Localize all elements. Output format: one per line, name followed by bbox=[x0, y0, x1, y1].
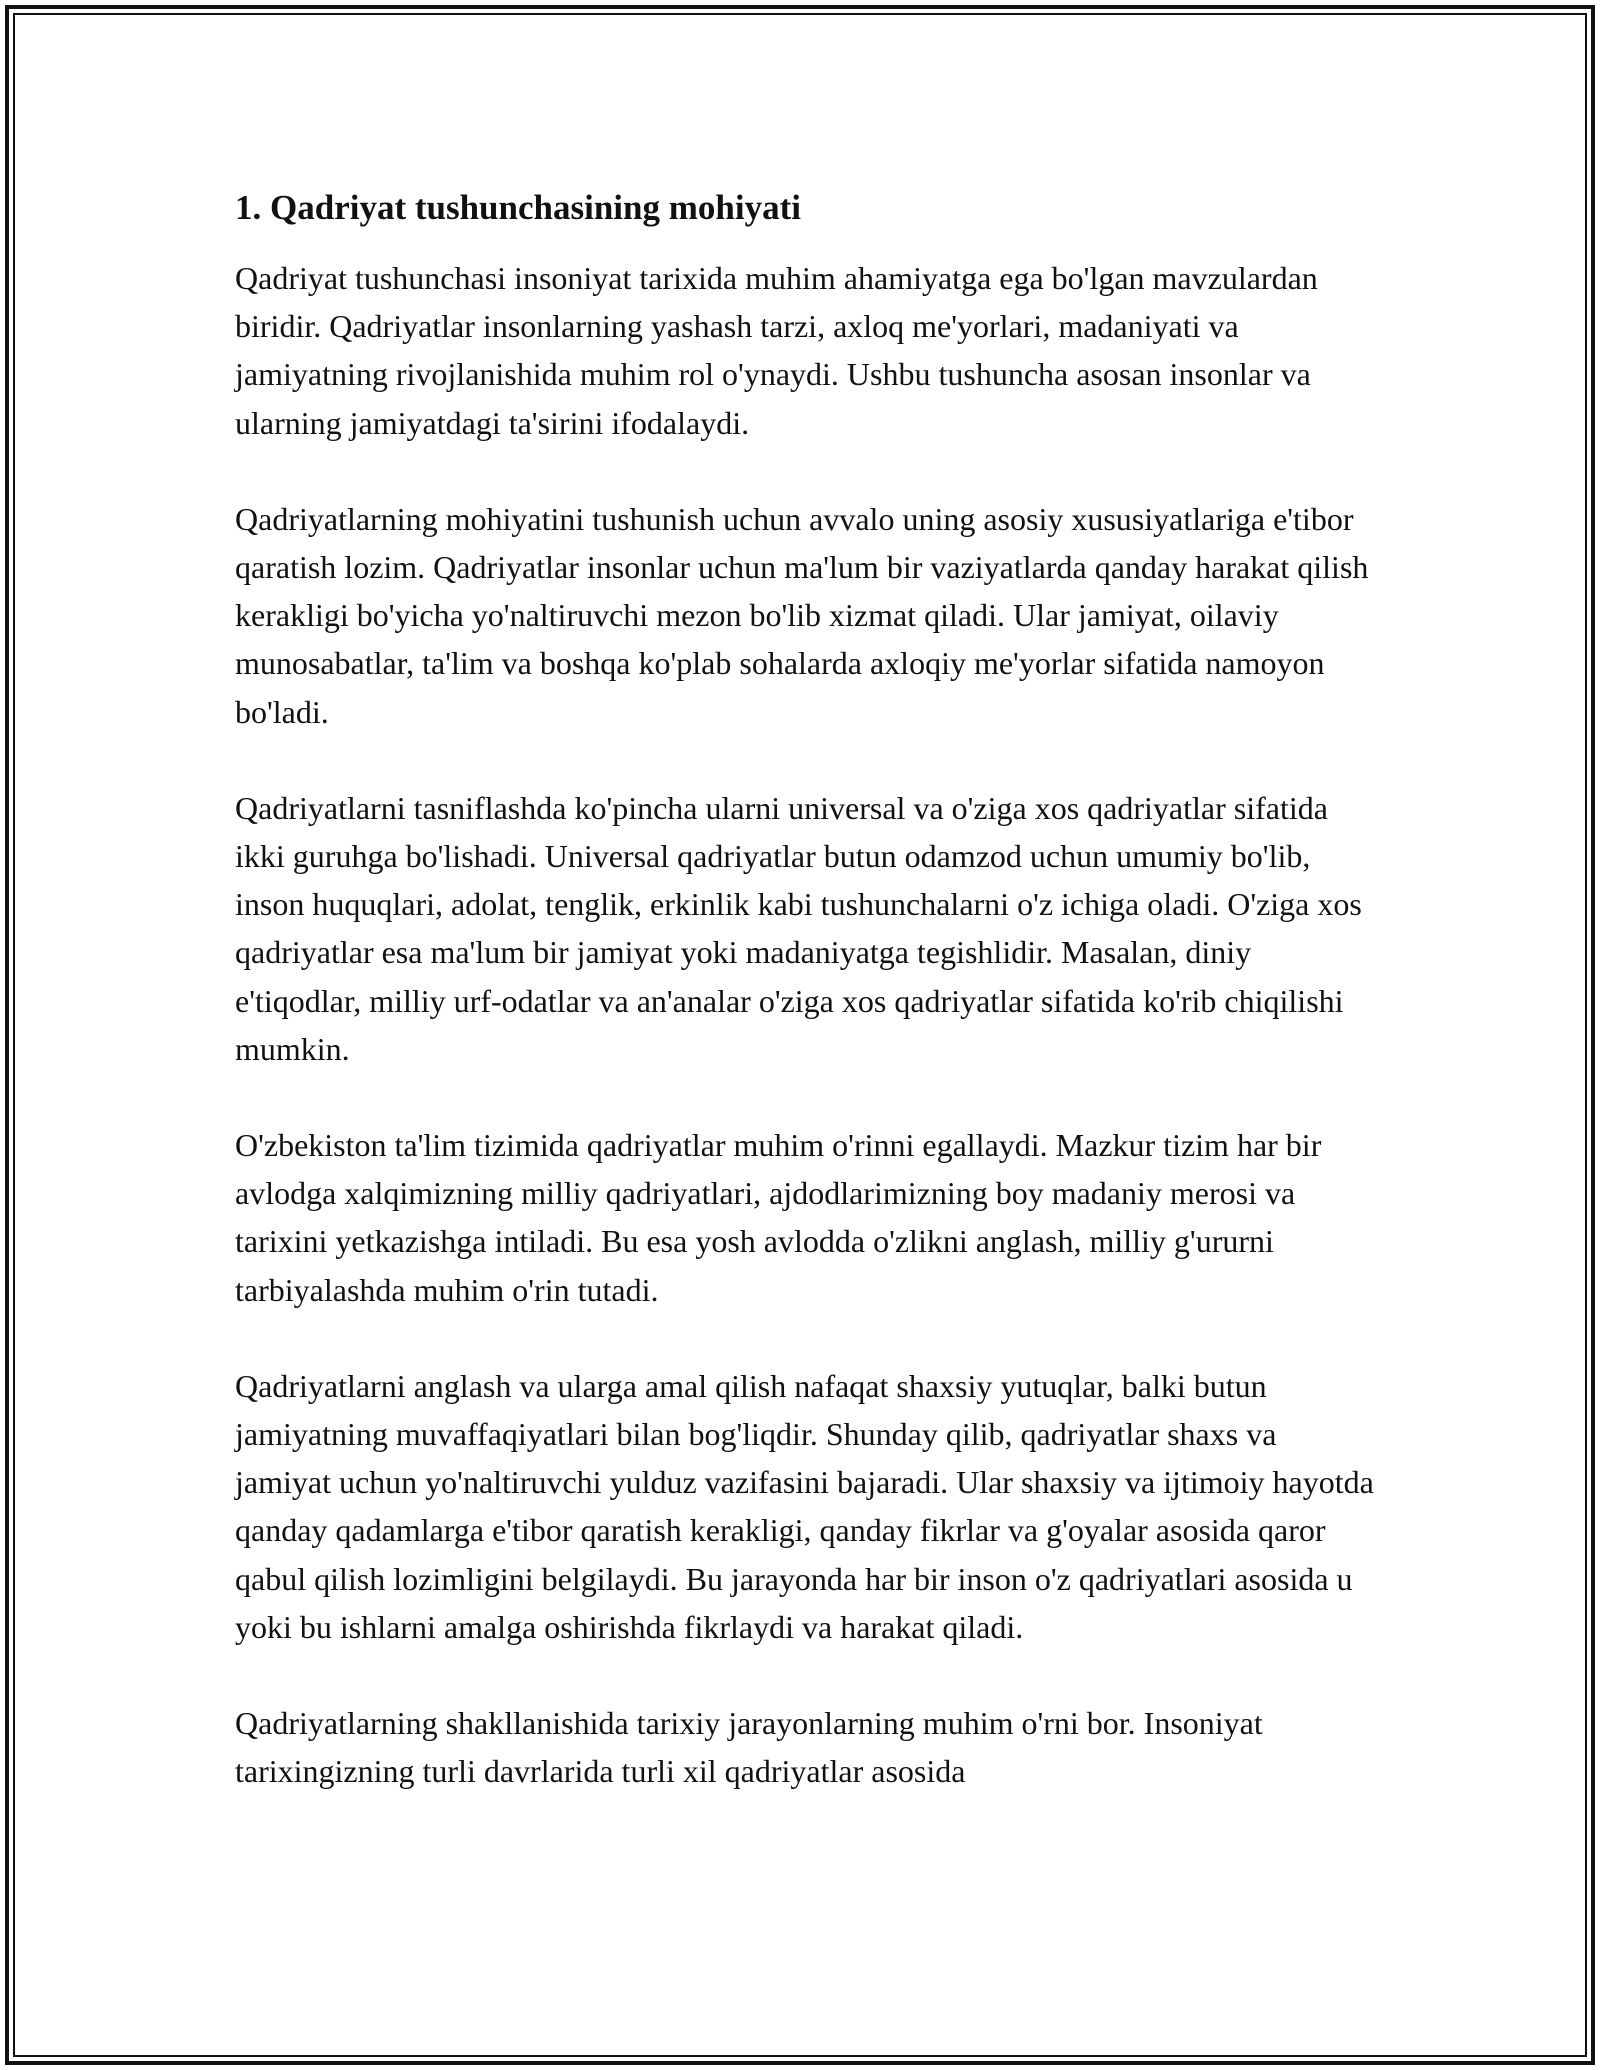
paragraph-5: Qadriyatlarni anglash va ularga amal qilish nafaqat shaxsiy yutuqlar, balki butun jamiyatning muvaffaqiyatlari bilan bog'liqdir. Shunday qilib, qadriyatlar shaxs va jamiyat uchun yo'naltiruvchi yulduz vazifasini bajaradi. Ular shaxsiy va ijtimoiy hayotda qanday qadamlarga e'tibor qaratish kerakligi, qanday fikrlar va g'oyalar asosida qaror qabul qilish lozimligini belgilaydi. Bu jarayonda har bir inson o'z qadriyatlari asosida u yoki bu ishlarni amalga oshirishda fikrlaydi va harakat qiladi. bbox=[235, 1367, 1374, 1645]
section-heading: 1. Qadriyat tushunchasining mohiyati bbox=[235, 188, 801, 227]
paragraph-2: Qadriyatlarning mohiyatini tushunish uchun avvalo uning asosiy xususiyatlariga e'tibor qaratish lozim. Qadriyatlar insonlar uchun ma'lum bir vaziyatlarda qanday harakat qilish kerakligi bo'yicha yo'naltiruvchi mezon bo'lib xizmat qiladi. Ular jamiyat, oilaviy munosabatlar, ta'lim va boshqa ko'plab sohalarda axloqiy me'yorlar sifatida namoyon bo'ladi. bbox=[235, 500, 1369, 730]
paragraph-1: Qadriyat tushunchasi insoniyat tarixida muhim ahamiyatga ega bo'lgan mavzulardan biridir. Qadriyatlar insonlarning yashash tarzi, axloq me'yorlari, madaniyati va jamiyatning rivojlanishida muhim rol o'ynaydi. Ushbu tushuncha asosan insonlar va ularning jamiyatdagi ta'sirini ifodalaydi. bbox=[235, 260, 1318, 441]
paragraph-4: O'zbekiston ta'lim tizimida qadriyatlar muhim o'rinni egallaydi. Mazkur tizim har bir avlodga xalqimizning milliy qadriyatlari, ajdodlarimizning boy madaniy merosi va tarixini yetkazishga intiladi. Bu esa yosh avlodda o'zlikni anglash, milliy g'ururni tarbiyalashda muhim o'rin tutadi. bbox=[235, 1127, 1322, 1308]
paragraph-3: Qadriyatlarni tasniflashda ko'pincha ularni universal va o'ziga xos qadriyatlar sifatida ikki guruhga bo'lishadi. Universal qadriyatlar butun odamzod uchun umumiy bo'lib, inson huquqlari, adolat, tenglik, erkinlik kabi tushunchalarni o'z ichiga oladi. O'ziga xos qadriyatlar esa ma'lum bir jamiyat yoki madaniyatga tegishlidir. Masalan, diniy e'tiqodlar, milliy urf-odatlar va an'analar o'ziga xos qadriyatlar sifatida ko'rib chiqilishi mumkin. bbox=[235, 789, 1362, 1067]
paragraph-6: Qadriyatlarning shakllanishida tarixiy jarayonlarning muhim o'rni bor. Insoniyat tarixingizning turli davrlarida turli xil qadriyatlar asosida bbox=[235, 1705, 1263, 1790]
document-body bbox=[235, 186, 1375, 1843]
